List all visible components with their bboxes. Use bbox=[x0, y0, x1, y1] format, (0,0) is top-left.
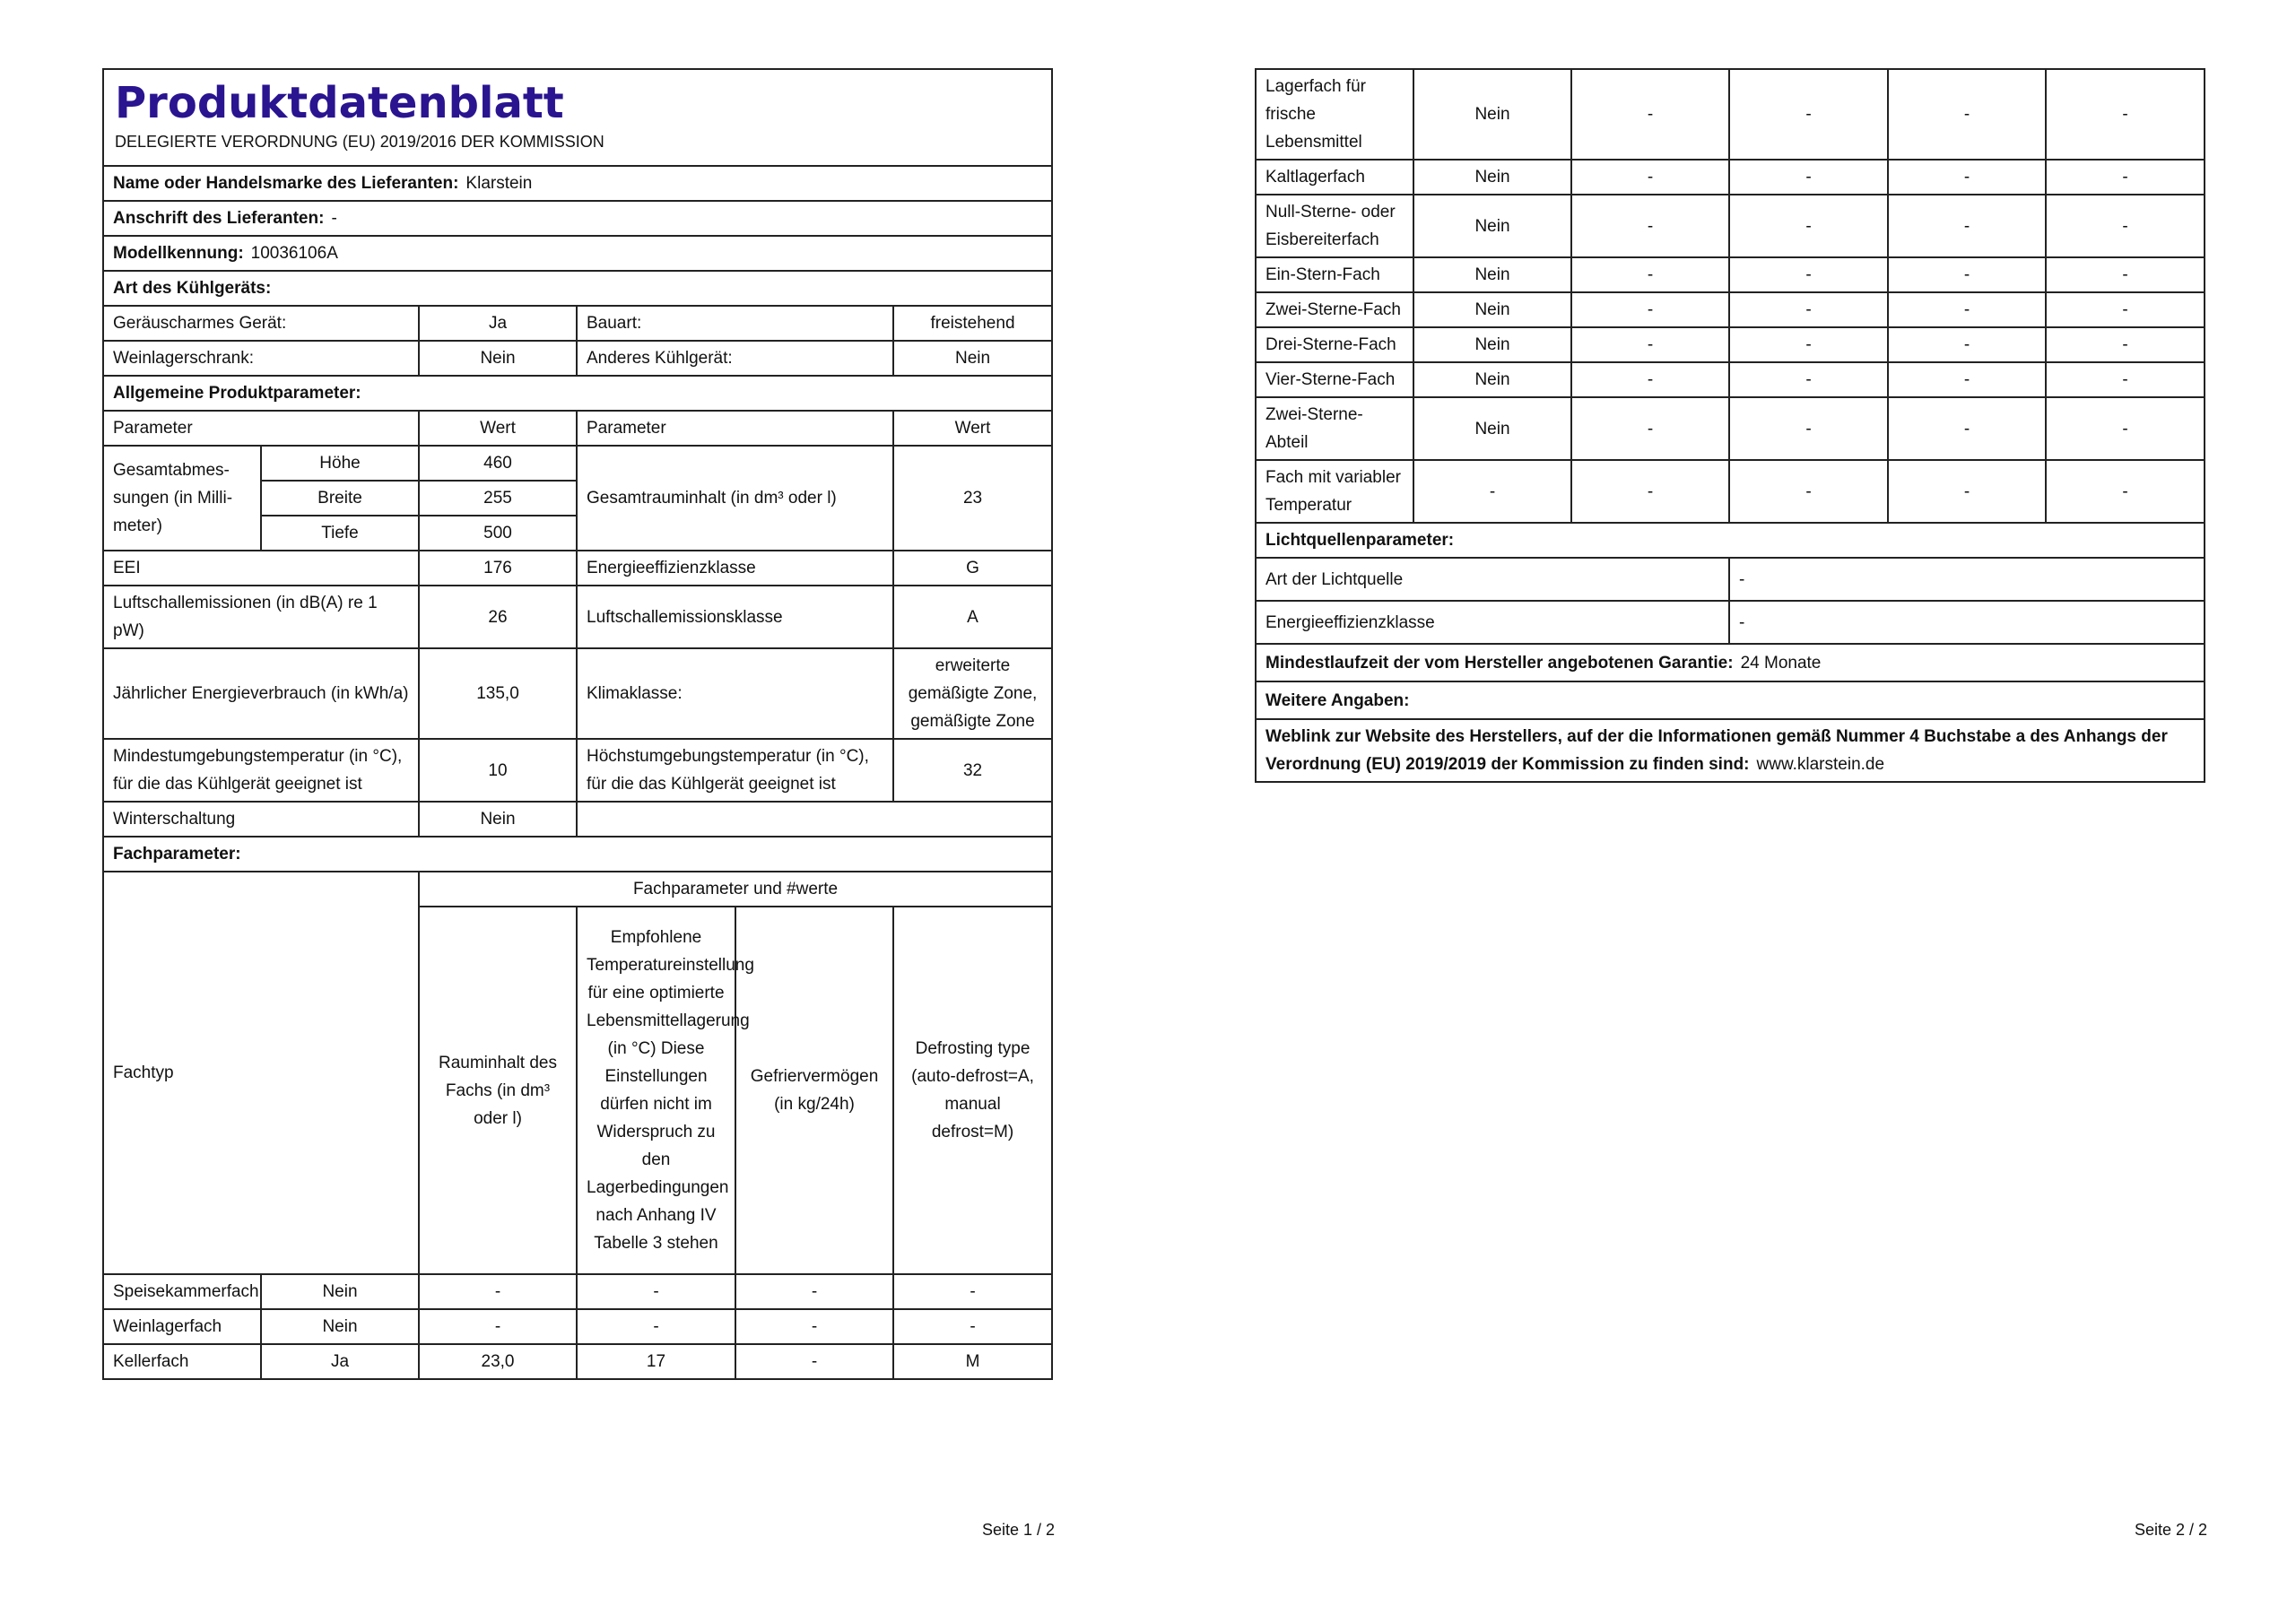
light-type-label: Art der Lichtquelle bbox=[1256, 558, 1729, 601]
table-row bbox=[103, 446, 1052, 481]
compartment-type-label: Fachtyp bbox=[103, 872, 419, 1274]
design-value: freistehend bbox=[893, 306, 1052, 341]
table-cell: - bbox=[2046, 460, 2205, 523]
dimension-value: 255 bbox=[419, 481, 577, 516]
compartment-present: Nein bbox=[1413, 160, 1571, 195]
compartment-present: - bbox=[1413, 460, 1571, 523]
compartment-name: Fach mit variabler Temperatur bbox=[1256, 460, 1413, 523]
warranty-row bbox=[1256, 644, 2205, 681]
warranty-label: Mindestlaufzeit der vom Hersteller angebotenen Garantie: bbox=[1265, 653, 1734, 673]
model-value: 10036106A bbox=[250, 244, 338, 263]
compartment-present: Nein bbox=[261, 1274, 419, 1309]
compartment-name: Vier-Sterne-Fach bbox=[1256, 362, 1413, 397]
min-temp-value: 10 bbox=[419, 739, 577, 802]
column-header: Rauminhalt des Fachs (in dm³ oder l) bbox=[419, 907, 577, 1274]
column-header: Parameter bbox=[103, 411, 419, 446]
general-params-header: Allgemeine Produktparameter: bbox=[103, 376, 1052, 411]
compartment-name: Kaltlagerfach bbox=[1256, 160, 1413, 195]
weblink-label: Weblink zur Website des Herstellers, auf der die Informationen gemäß Nummer 4 Buchstabe a des Anhangs der Verordnung (EU) 2019/2019 der Kommission zu finden sind: bbox=[1265, 727, 2168, 774]
column-header: Parameter bbox=[577, 411, 893, 446]
table-cell: - bbox=[1729, 160, 1888, 195]
address-value: - bbox=[331, 209, 337, 228]
wine-cabinet-value: Nein bbox=[419, 341, 577, 376]
table-row bbox=[103, 739, 1052, 802]
noise-value: 26 bbox=[419, 586, 577, 648]
table-row bbox=[103, 341, 1052, 376]
table-cell: - bbox=[1729, 397, 1888, 460]
dimension-value: 460 bbox=[419, 446, 577, 481]
table-cell: - bbox=[1571, 460, 1729, 523]
compartment-params-header: Fachparameter: bbox=[103, 837, 1052, 872]
volume-label: Gesamtrauminhalt (in dm³ oder l) bbox=[577, 446, 893, 551]
wine-cabinet-label: Weinlagerschrank: bbox=[103, 341, 419, 376]
compartment-name: Ein-Stern-Fach bbox=[1256, 257, 1413, 292]
table-cell: 23,0 bbox=[419, 1344, 577, 1379]
table-cell: - bbox=[1888, 327, 2046, 362]
table-cell: - bbox=[2046, 397, 2205, 460]
compartment-name: Weinlagerfach bbox=[103, 1309, 261, 1344]
table-cell: - bbox=[2046, 69, 2205, 160]
table-cell: - bbox=[2046, 195, 2205, 257]
table-row bbox=[103, 1274, 1052, 1309]
compartment-name: Zwei-Sterne-Fach bbox=[1256, 292, 1413, 327]
light-source-header: Lichtquellenparameter: bbox=[1256, 523, 2205, 558]
light-energy-class-label: Energieeffizienzklasse bbox=[1256, 601, 1729, 644]
other-appliance-value: Nein bbox=[893, 341, 1052, 376]
table-cell: 17 bbox=[577, 1344, 735, 1379]
table-cell: - bbox=[1571, 327, 1729, 362]
table-row bbox=[1256, 292, 2205, 327]
appliance-type-header: Art des Kühlgeräts: bbox=[103, 271, 1052, 306]
compartment-name: Speisekammerfach bbox=[103, 1274, 261, 1309]
model-row bbox=[103, 236, 1052, 271]
column-header: Gefriervermögen (in kg/24h) bbox=[735, 907, 893, 1274]
eei-value: 176 bbox=[419, 551, 577, 586]
table-row bbox=[1256, 460, 2205, 523]
column-header: Defrosting type (auto-defrost=A, manual defrost=M) bbox=[893, 907, 1052, 1274]
table-row bbox=[1256, 601, 2205, 644]
other-appliance-label: Anderes Kühlgerät: bbox=[577, 341, 893, 376]
climate-class-value: erweiterte gemäßigte Zone, gemäßigte Zone bbox=[893, 648, 1052, 739]
low-noise-value: Ja bbox=[419, 306, 577, 341]
page-title: Produktdatenblatt bbox=[115, 78, 564, 128]
compartment-present: Nein bbox=[1413, 292, 1571, 327]
table-cell: - bbox=[1729, 69, 1888, 160]
compartment-present: Nein bbox=[1413, 327, 1571, 362]
table-cell: - bbox=[1571, 397, 1729, 460]
table-cell: - bbox=[1888, 362, 2046, 397]
page-2 bbox=[1255, 68, 2204, 783]
table-row bbox=[1256, 362, 2205, 397]
address-label: Anschrift des Lieferanten: bbox=[113, 209, 325, 228]
compartment-continuation-table bbox=[1255, 68, 2205, 783]
table-row bbox=[103, 648, 1052, 739]
winter-switch-label: Winterschaltung bbox=[103, 802, 419, 837]
regulation-subtitle: DELEGIERTE VERORDNUNG (EU) 2019/2016 DER KOMMISSION bbox=[115, 133, 604, 151]
compartment-name: Lagerfach für frische Lebensmittel bbox=[1256, 69, 1413, 160]
table-row bbox=[1256, 558, 2205, 601]
table-cell: - bbox=[1888, 160, 2046, 195]
table-cell: - bbox=[1888, 292, 2046, 327]
light-type-value: - bbox=[1729, 558, 2205, 601]
table-row bbox=[1256, 257, 2205, 292]
table-cell: - bbox=[1571, 195, 1729, 257]
compartment-name: Null-Sterne- oder Eisbereiterfach bbox=[1256, 195, 1413, 257]
table-cell: - bbox=[1888, 397, 2046, 460]
column-header: Wert bbox=[419, 411, 577, 446]
table-cell: - bbox=[419, 1274, 577, 1309]
compartment-present: Nein bbox=[1413, 257, 1571, 292]
table-cell: - bbox=[2046, 292, 2205, 327]
table-cell: - bbox=[2046, 160, 2205, 195]
supplier-value: Klarstein bbox=[465, 174, 533, 193]
dimensions-label: Gesamtabmes-sungen (in Milli-meter) bbox=[103, 446, 261, 551]
weblink-row bbox=[1256, 719, 2205, 782]
column-header: Wert bbox=[893, 411, 1052, 446]
table-cell: - bbox=[1729, 257, 1888, 292]
table-cell: - bbox=[1729, 362, 1888, 397]
table-cell: - bbox=[1888, 460, 2046, 523]
compartment-name: Zwei-Sterne-Abteil bbox=[1256, 397, 1413, 460]
table-cell: - bbox=[1888, 195, 2046, 257]
compartment-present: Nein bbox=[1413, 195, 1571, 257]
table-cell: - bbox=[1729, 327, 1888, 362]
table-cell: - bbox=[1729, 460, 1888, 523]
table-cell: - bbox=[735, 1344, 893, 1379]
eei-label: EEI bbox=[103, 551, 419, 586]
table-row bbox=[1256, 397, 2205, 460]
table-row bbox=[103, 1344, 1052, 1379]
compartment-present: Nein bbox=[261, 1309, 419, 1344]
compartment-name: Kellerfach bbox=[103, 1344, 261, 1379]
compartment-present: Nein bbox=[1413, 397, 1571, 460]
table-cell: - bbox=[893, 1309, 1052, 1344]
column-header: Empfohlene Temperatureinstellung für eine optimierte Lebensmittellagerung (in °C) Diese Einstellungen dürfen nicht im Widerspruch zu den Lagerbedingungen nach Anhang IV Tabelle 3 stehen bbox=[577, 907, 735, 1274]
table-row bbox=[1256, 69, 2205, 160]
page-number: Seite 2 / 2 bbox=[2135, 1521, 2208, 1539]
supplier-row bbox=[103, 166, 1052, 201]
compartment-name: Drei-Sterne-Fach bbox=[1256, 327, 1413, 362]
table-cell: - bbox=[419, 1309, 577, 1344]
table-cell: - bbox=[1729, 195, 1888, 257]
table-cell: - bbox=[2046, 327, 2205, 362]
table-row bbox=[103, 586, 1052, 648]
compartment-present: Nein bbox=[1413, 69, 1571, 160]
table-cell: M bbox=[893, 1344, 1052, 1379]
weblink-value[interactable]: www.klarstein.de bbox=[1756, 755, 1885, 774]
table-cell: - bbox=[577, 1274, 735, 1309]
table-header-row bbox=[103, 411, 1052, 446]
max-temp-value: 32 bbox=[893, 739, 1052, 802]
table-cell: - bbox=[1571, 160, 1729, 195]
climate-class-label: Klimaklasse: bbox=[577, 648, 893, 739]
table-row bbox=[103, 802, 1052, 837]
page-1 bbox=[102, 68, 1051, 1380]
table-row bbox=[103, 551, 1052, 586]
table-cell: - bbox=[577, 1309, 735, 1344]
compartment-present: Ja bbox=[261, 1344, 419, 1379]
address-row bbox=[103, 201, 1052, 236]
supplier-label: Name oder Handelsmarke des Lieferanten: bbox=[113, 174, 459, 193]
table-row bbox=[1256, 160, 2205, 195]
table-cell: - bbox=[1571, 257, 1729, 292]
max-temp-label: Höchstumgebungstemperatur (in °C), für die das Kühlgerät geeignet ist bbox=[577, 739, 893, 802]
light-energy-class-value: - bbox=[1729, 601, 2205, 644]
winter-switch-value: Nein bbox=[419, 802, 577, 837]
table-cell: - bbox=[1729, 292, 1888, 327]
page-number: Seite 1 / 2 bbox=[982, 1521, 1056, 1539]
warranty-value: 24 Monate bbox=[1740, 653, 1822, 673]
noise-class-value: A bbox=[893, 586, 1052, 648]
design-label: Bauart: bbox=[577, 306, 893, 341]
empty-cell bbox=[577, 802, 1052, 837]
table-cell: - bbox=[893, 1274, 1052, 1309]
noise-class-label: Luftschallemissionsklasse bbox=[577, 586, 893, 648]
energy-class-label: Energieeffizienzklasse bbox=[577, 551, 893, 586]
dimension-name: Breite bbox=[261, 481, 419, 516]
table-cell: - bbox=[2046, 257, 2205, 292]
dimension-name: Tiefe bbox=[261, 516, 419, 551]
table-row bbox=[1256, 327, 2205, 362]
table-cell: - bbox=[1571, 69, 1729, 160]
table-cell: - bbox=[1571, 362, 1729, 397]
product-datasheet-table bbox=[102, 68, 1053, 1380]
energy-class-value: G bbox=[893, 551, 1052, 586]
noise-label: Luftschallemissionen (in dB(A) re 1 pW) bbox=[103, 586, 419, 648]
low-noise-label: Geräuscharmes Gerät: bbox=[103, 306, 419, 341]
table-cell: - bbox=[735, 1309, 893, 1344]
more-info-header: Weitere Angaben: bbox=[1256, 681, 2205, 719]
volume-value: 23 bbox=[893, 446, 1052, 551]
dimension-value: 500 bbox=[419, 516, 577, 551]
energy-consumption-value: 135,0 bbox=[419, 648, 577, 739]
energy-consumption-label: Jährlicher Energieverbrauch (in kWh/a) bbox=[103, 648, 419, 739]
table-cell: - bbox=[1571, 292, 1729, 327]
table-cell: - bbox=[1888, 257, 2046, 292]
dimension-name: Höhe bbox=[261, 446, 419, 481]
compartment-group-header: Fachparameter und #werte bbox=[419, 872, 1052, 907]
min-temp-label: Mindestumgebungstemperatur (in °C), für die das Kühlgerät geeignet ist bbox=[103, 739, 419, 802]
table-cell: - bbox=[735, 1274, 893, 1309]
model-label: Modellkennung: bbox=[113, 244, 244, 263]
table-row bbox=[103, 306, 1052, 341]
compartment-present: Nein bbox=[1413, 362, 1571, 397]
table-row bbox=[1256, 195, 2205, 257]
table-cell: - bbox=[1888, 69, 2046, 160]
table-row bbox=[103, 1309, 1052, 1344]
table-cell: - bbox=[2046, 362, 2205, 397]
